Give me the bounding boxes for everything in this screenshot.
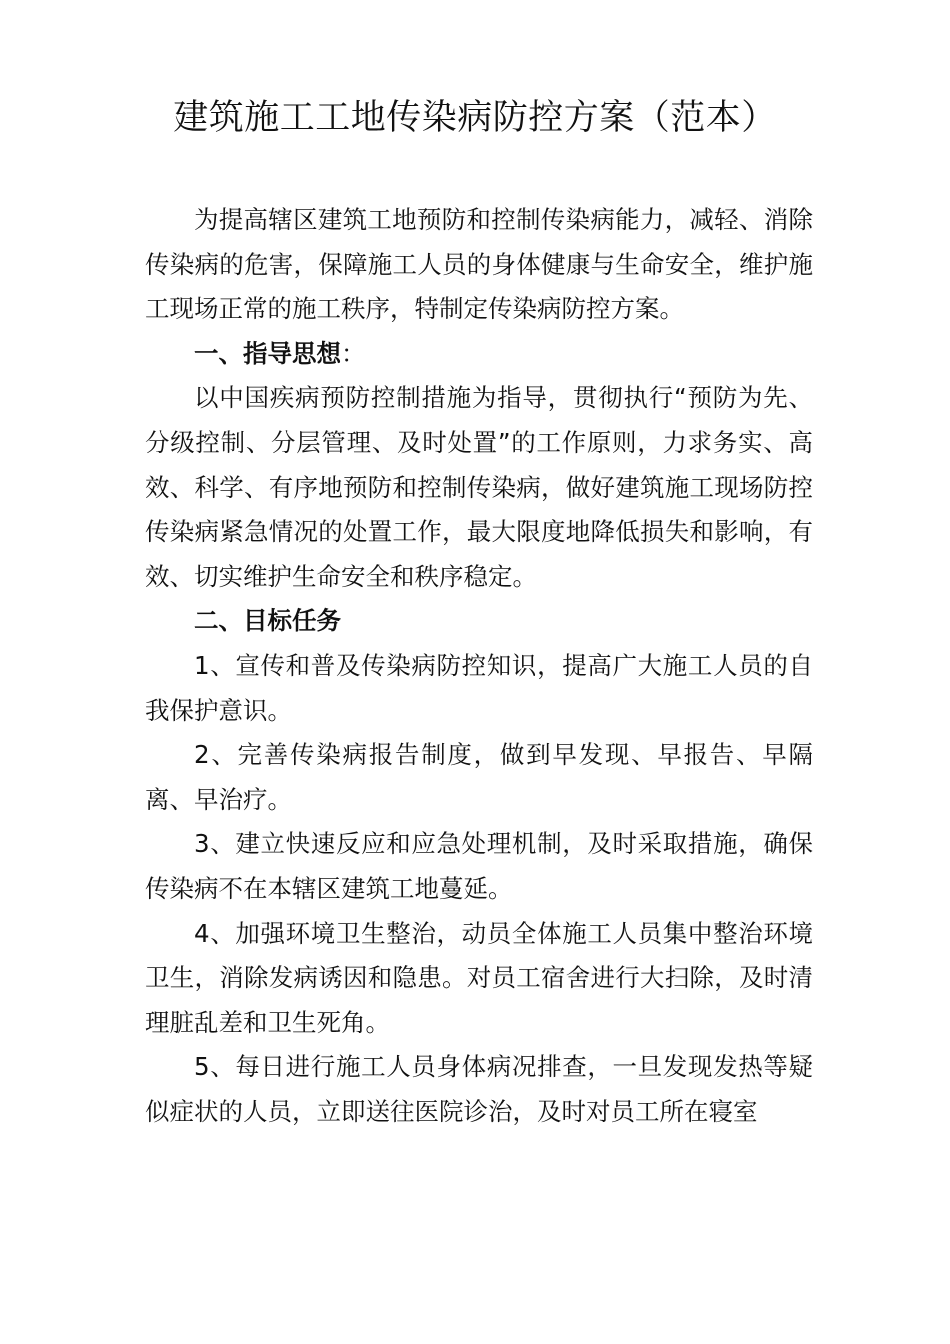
section2-heading: 二、目标任务 (194, 606, 341, 636)
document-title: 建筑施工工地传染病防控方案（范本） (173, 98, 777, 138)
section-heading-guiding-thought (145, 332, 813, 377)
goal-item-1: 1、宣传和普及传染病防控知识，提高广大施工人员的自我保护意识。 (145, 650, 813, 725)
document-body (145, 198, 813, 1134)
intro-paragraph: 为提高辖区建筑工地预防和控制传染病能力，减轻、消除传染病的危害，保障施工人员的身体健康与生命安全，维护施工现场正常的施工秩序，特制定传染病防控方案。 (145, 205, 813, 324)
section1-colon: ： (341, 338, 366, 368)
goal-item-3: 3、建立快速反应和应急处理机制，及时采取措施，确保传染病不在本辖区建筑工地蔓延。 (145, 829, 813, 903)
section1-heading: 一、指导思想 (194, 338, 341, 368)
goal-item-5: 5、每日进行施工人员身体病况排查，一旦发现发热等疑似症状的人员，立即送往医院诊治，及时对员工所在寝室 (145, 1052, 813, 1126)
section1-paragraph: 以中国疾病预防控制措施为指导，贯彻执行“预防为先、分级控制、分层管理、及时处置”的工作原则，力求务实、高效、科学、有序地预防和控制传染病，做好建筑施工现场防控传染病紧急情况的处置工作，最大限度地降低损失和影响，有效、切实维护生命安全和秩序稳定。 (145, 383, 813, 591)
section-heading-goals (145, 599, 813, 644)
goal-item-4: 4、加强环境卫生整治，动员全体施工人员集中整治环境卫生，消除发病诱因和隐患。对员工宿舍进行大扫除，及时清理脏乱差和卫生死角。 (145, 918, 813, 1037)
goal-item-2: 2、完善传染病报告制度，做到早发现、早报告、早隔离、早治疗。 (145, 740, 813, 814)
